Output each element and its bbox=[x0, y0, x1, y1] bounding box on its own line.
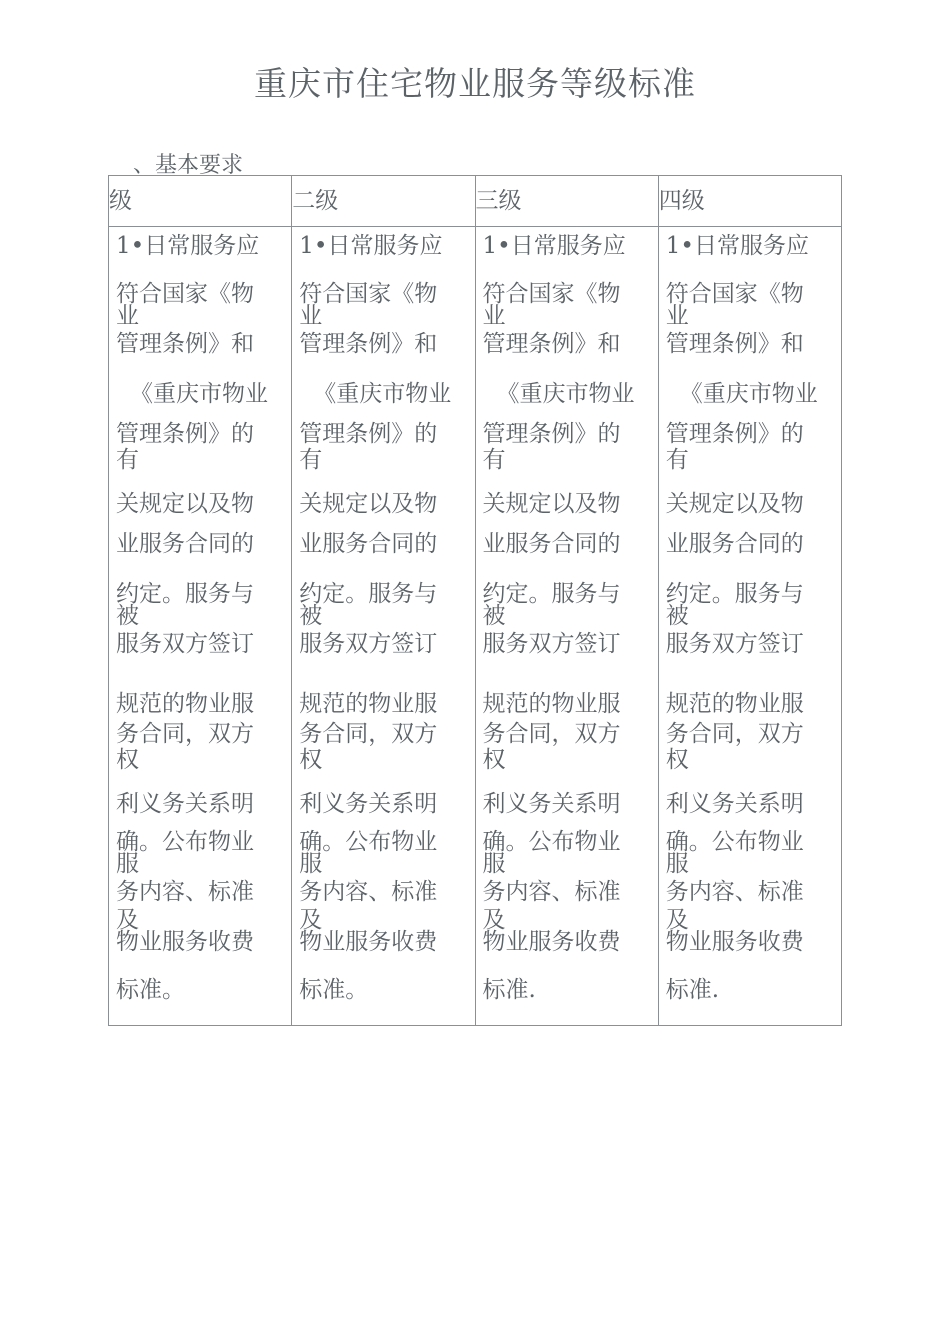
requirement-text-line: 符合国家《物 bbox=[116, 281, 254, 307]
requirement-text-line: 业服务合同的 bbox=[482, 531, 621, 557]
requirement-text-line: 权 bbox=[299, 747, 323, 773]
requirement-text-line: 规范的物业服 bbox=[665, 691, 804, 717]
requirement-text-line: 及 bbox=[482, 907, 506, 933]
requirement-text-line: 约定。服务与 bbox=[299, 581, 438, 607]
requirement-text-line: 规范的物业服 bbox=[482, 691, 621, 717]
requirement-text-line: 管理条例》和 bbox=[482, 331, 621, 357]
requirement-text-line: 被 bbox=[665, 603, 689, 629]
requirement-text-line: 管理条例》和 bbox=[116, 331, 254, 357]
requirement-text-line: 利义务关系明 bbox=[482, 791, 621, 817]
column-header-grade-3: 三级 bbox=[475, 176, 658, 227]
requirement-text-line: 管理条例》和 bbox=[299, 331, 438, 357]
requirement-text-line: 服 bbox=[482, 851, 506, 877]
requirement-text-line: 权 bbox=[116, 747, 139, 773]
requirement-text-line: 符合国家《物 bbox=[299, 281, 438, 307]
requirement-text-line: 利义务关系明 bbox=[665, 791, 804, 817]
requirement-text-line: 《重庆市物业 bbox=[679, 381, 818, 407]
column-header-grade-2: 二级 bbox=[292, 176, 475, 227]
requirement-text-line: 服 bbox=[299, 851, 323, 877]
requirement-text-line: 符合国家《物 bbox=[665, 281, 804, 307]
requirement-text-line: 务合同，双方 bbox=[482, 721, 621, 747]
requirement-text-line: 权 bbox=[482, 747, 506, 773]
requirement-text-line: 务内容、标准 bbox=[482, 879, 621, 905]
requirement-text-line: 及 bbox=[299, 907, 323, 933]
requirement-text-line: 有 bbox=[665, 447, 689, 473]
requirement-cell-grade-3 bbox=[475, 227, 658, 1026]
requirement-text-line: 符合国家《物 bbox=[482, 281, 621, 307]
requirement-text-line: 关规定以及物 bbox=[665, 491, 804, 517]
requirement-text-line: 务内容、标准 bbox=[299, 879, 438, 905]
requirement-text-line: 务内容、标准 bbox=[665, 879, 804, 905]
requirement-text-line: 确。公布物业 bbox=[299, 829, 438, 855]
column-header-grade-1: 级 bbox=[109, 176, 292, 227]
requirement-text-line: 关规定以及物 bbox=[482, 491, 621, 517]
requirement-text-line: 业 bbox=[482, 303, 506, 329]
requirement-text-line: 务合同，双方 bbox=[665, 721, 804, 747]
requirement-text-line: 服务双方签订 bbox=[116, 631, 254, 657]
requirement-text-line: 标准. bbox=[482, 977, 536, 1003]
requirement-text-line: 管理条例》的 bbox=[116, 421, 254, 447]
requirement-text-line: 有 bbox=[116, 447, 139, 473]
requirement-text-line: 关规定以及物 bbox=[116, 491, 254, 517]
requirement-text-line: 1•日常服务应 bbox=[482, 233, 626, 259]
requirement-cell-grade-4 bbox=[658, 227, 841, 1026]
requirement-text-line: 及 bbox=[665, 907, 689, 933]
requirement-text-line: 权 bbox=[665, 747, 689, 773]
grade-standard-table bbox=[108, 175, 842, 1026]
requirement-text-line: 服务双方签订 bbox=[299, 631, 438, 657]
requirement-text-line: 业 bbox=[116, 303, 139, 329]
page-title: 重庆市住宅物业服务等级标准 bbox=[254, 64, 696, 103]
requirement-text-line: 《重庆市物业 bbox=[496, 381, 635, 407]
requirement-text-line: 规范的物业服 bbox=[299, 691, 438, 717]
requirement-text-line: 业服务合同的 bbox=[299, 531, 438, 557]
requirement-text-line: 业 bbox=[665, 303, 689, 329]
requirement-text-line: 约定。服务与 bbox=[116, 581, 254, 607]
requirement-text-line: 服务双方签订 bbox=[665, 631, 804, 657]
requirement-text-line: 《重庆市物业 bbox=[130, 381, 268, 407]
requirement-text-line: 1•日常服务应 bbox=[299, 233, 443, 259]
requirement-text-line: 确。公布物业 bbox=[482, 829, 621, 855]
requirement-text-line: 标准。 bbox=[299, 977, 369, 1003]
requirement-text-line: 管理条例》的 bbox=[665, 421, 804, 447]
requirement-text-line: 管理条例》的 bbox=[482, 421, 621, 447]
requirement-text-line: 物业服务收费 bbox=[299, 929, 438, 955]
requirement-text-line: 被 bbox=[299, 603, 323, 629]
requirement-text-line: 有 bbox=[482, 447, 506, 473]
requirement-text-line: 被 bbox=[116, 603, 139, 629]
requirement-text-line: 务合同，双方 bbox=[116, 721, 254, 747]
requirement-text-line: 及 bbox=[116, 907, 139, 933]
requirement-text-line: 关规定以及物 bbox=[299, 491, 438, 517]
requirement-text-line: 1•日常服务应 bbox=[665, 233, 809, 259]
requirement-text-line: 标准。 bbox=[116, 977, 185, 1003]
requirement-text-line: 确。公布物业 bbox=[116, 829, 254, 855]
requirement-text-line: 业服务合同的 bbox=[116, 531, 254, 557]
column-header-grade-4: 四级 bbox=[658, 176, 841, 227]
requirement-text-line: 业服务合同的 bbox=[665, 531, 804, 557]
requirement-text-line: 务内容、标准 bbox=[116, 879, 254, 905]
requirement-text-line: 利义务关系明 bbox=[116, 791, 254, 817]
requirement-text-line: 物业服务收费 bbox=[482, 929, 621, 955]
requirement-text-line: 被 bbox=[482, 603, 506, 629]
requirement-text-line: 标准. bbox=[665, 977, 720, 1003]
table-header-row bbox=[109, 176, 842, 227]
requirement-cell-grade-1 bbox=[109, 227, 292, 1026]
requirement-text-line: 《重庆市物业 bbox=[313, 381, 452, 407]
requirement-cell-grade-2 bbox=[292, 227, 475, 1026]
table-row bbox=[109, 227, 842, 1026]
requirement-text-line: 约定。服务与 bbox=[482, 581, 621, 607]
requirement-text-line: 确。公布物业 bbox=[665, 829, 804, 855]
requirement-text-line: 业 bbox=[299, 303, 323, 329]
requirement-text-line: 服 bbox=[116, 851, 139, 877]
requirement-text-line: 约定。服务与 bbox=[665, 581, 804, 607]
requirement-text-line: 管理条例》的 bbox=[299, 421, 438, 447]
section-heading: 、基本要求 bbox=[133, 153, 244, 178]
requirement-text-line: 1•日常服务应 bbox=[116, 233, 260, 259]
requirement-text-line: 有 bbox=[299, 447, 323, 473]
requirement-text-line: 利义务关系明 bbox=[299, 791, 438, 817]
requirement-text-line: 务合同，双方 bbox=[299, 721, 438, 747]
requirement-text-line: 管理条例》和 bbox=[665, 331, 804, 357]
requirement-text-line: 物业服务收费 bbox=[116, 929, 254, 955]
requirement-text-line: 规范的物业服 bbox=[116, 691, 254, 717]
requirement-text-line: 服务双方签订 bbox=[482, 631, 621, 657]
requirement-text-line: 服 bbox=[665, 851, 689, 877]
requirement-text-line: 物业服务收费 bbox=[665, 929, 804, 955]
